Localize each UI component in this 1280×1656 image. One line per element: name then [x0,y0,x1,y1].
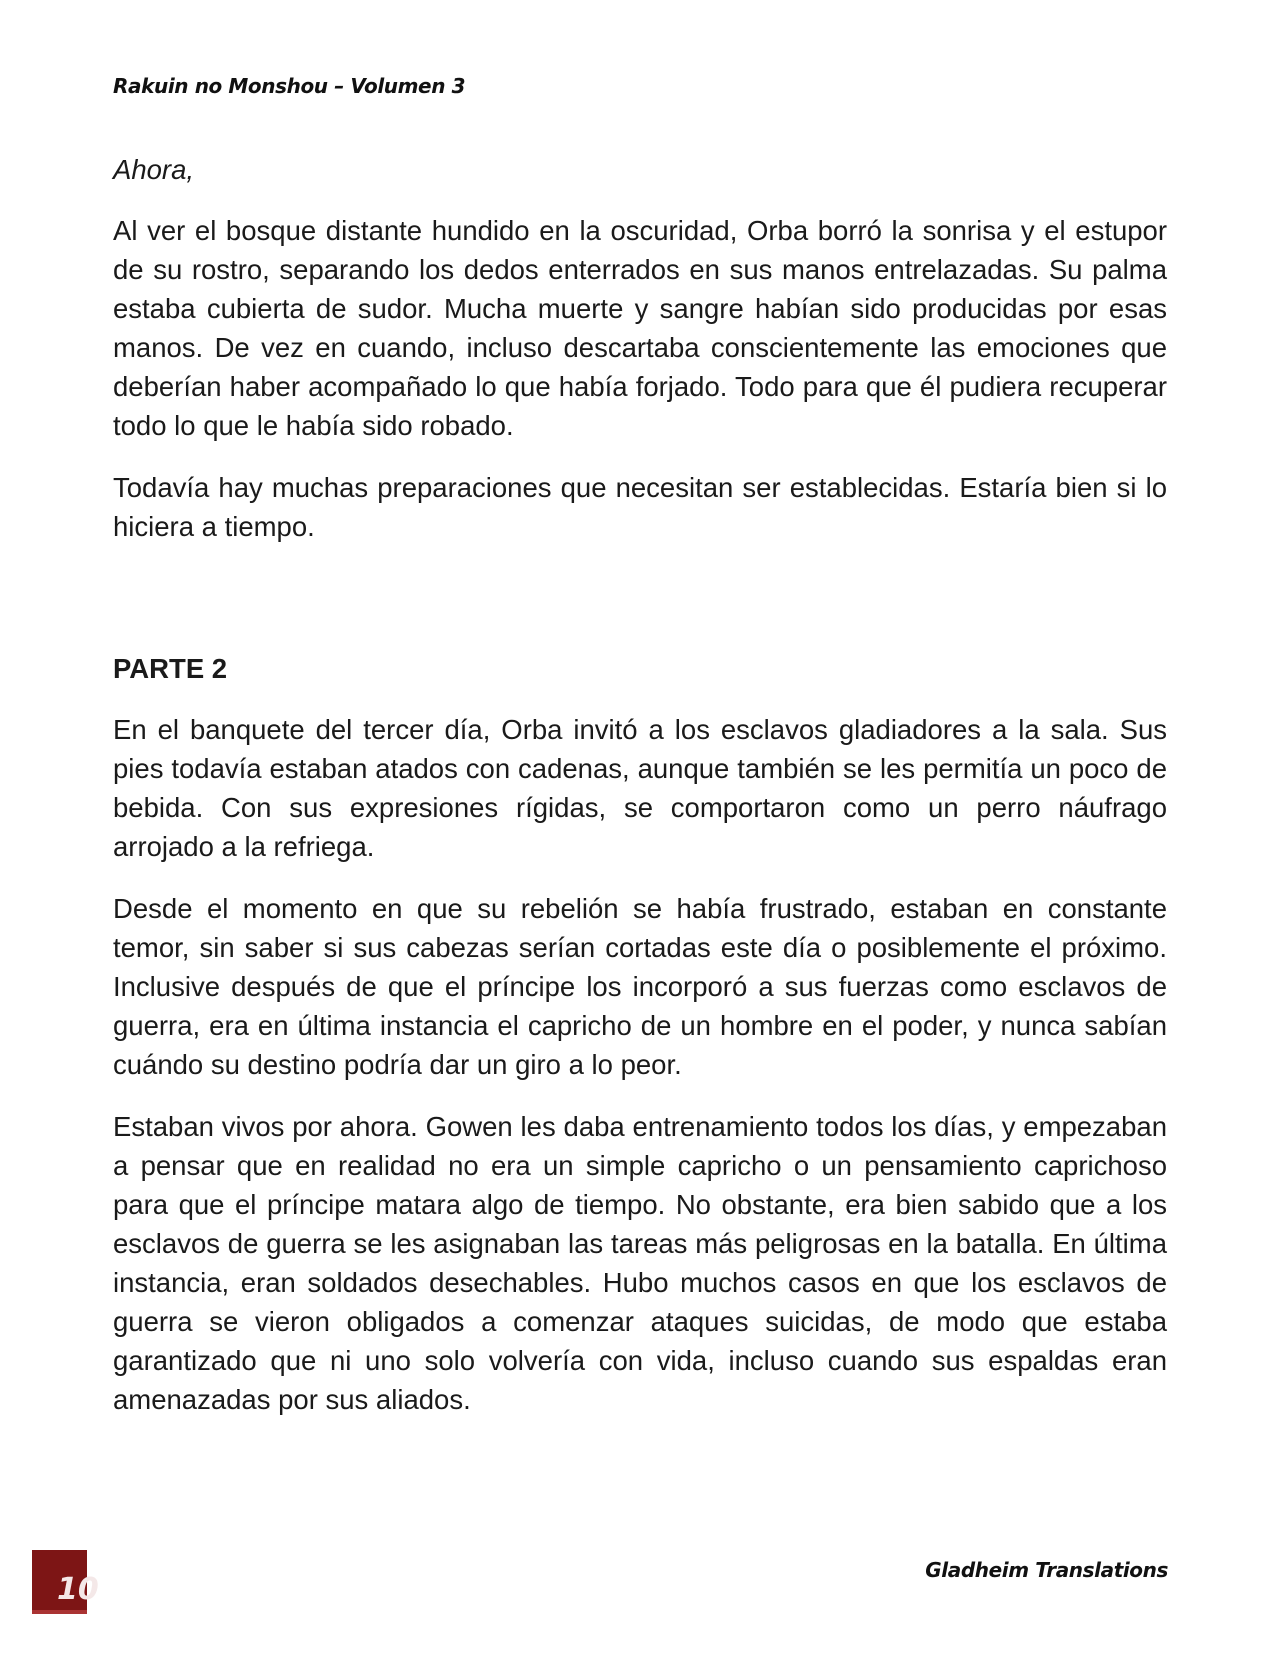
page-number-underline [32,1610,87,1614]
paragraph: Desde el momento en que su rebelión se había frustrado, estaban en constante temor, sin saber si sus cabezas serían cortadas este día o posiblemente el próximo. Inclusive después de que el príncipe los incorporó a sus fuerzas como esclavos de guerra, era en última instancia el capricho de un hombre en el poder, y nunca sabían cuándo su destino podría dar un giro a lo peor. [113,893,1167,1080]
paragraph: Al ver el bosque distante hundido en la oscuridad, Orba borró la sonrisa y el estupor de su rostro, separando los dedos enterrados en sus manos entrelazadas. Su palma estaba cubierta de sudor. Mucha muerte y sangre habían sido producidas por esas manos. De vez en cuando, incluso descartaba conscientemente las emociones que deberían haber acompañado lo que había forjado. Todo para que él pudiera recuperar todo lo que le había sido robado. [113,215,1167,441]
page-number: 10 [57,1572,99,1607]
document-body [113,150,1167,1442]
paragraph: Estaban vivos por ahora. Gowen les daba entrenamiento todos los días, y empezaban a pensar que en realidad no era un simple capricho o un pensamiento caprichoso para que el príncipe matara algo de tiempo. No obstante, era bien sabido que a los esclavos de guerra se les asignaban las tareas más peligrosas en la batalla. En última instancia, eran soldados desechables. Hubo muchos casos en que los esclavos de guerra se vieron obligados a comenzar ataques suicidas, de modo que estaba garantizado que ni uno solo volvería con vida, incluso cuando sus espaldas eran amenazadas por sus aliados. [113,1111,1167,1415]
page-number-badge [32,1550,99,1614]
opening-line: Ahora, [113,154,195,185]
section-heading: PARTE 2 [113,653,228,684]
paragraph: Todavía hay muchas preparaciones que necesitan ser establecidas. Estaría bien si lo hiciera a tiempo. [113,472,1167,542]
footer-credit: Gladheim Translations [925,1558,1168,1582]
paragraph: En el banquete del tercer día, Orba invitó a los esclavos gladiadores a la sala. Sus pies todavía estaban atados con cadenas, aunque también se les permitía un poco de bebida. Con sus expresiones rígidas, se comportaron como un perro náufrago arrojado a la refriega. [113,714,1167,862]
page-header-title: Rakuin no Monshou – Volumen 3 [113,74,466,98]
